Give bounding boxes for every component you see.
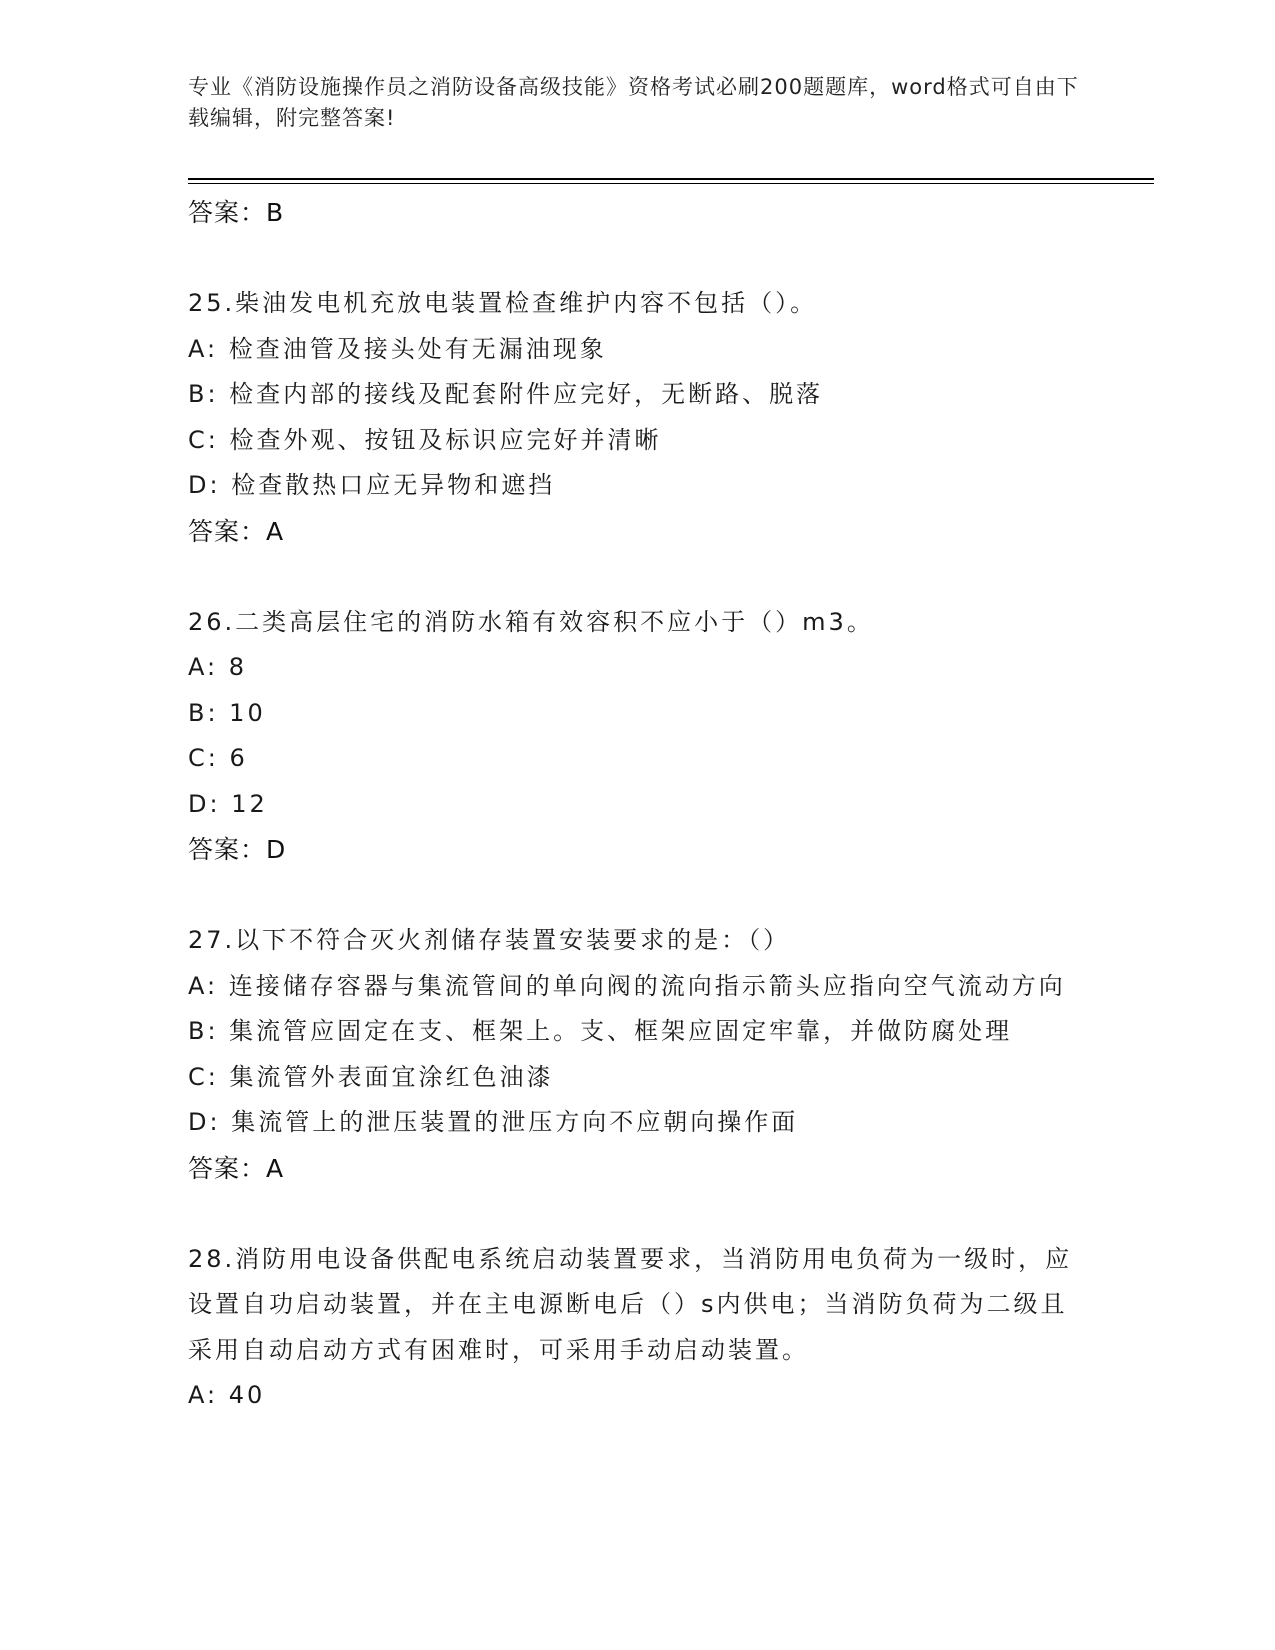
option-d: D: 检查散热口应无异物和遮挡 [188, 471, 556, 499]
option-d: D: 12 [188, 789, 268, 818]
option-a: A: 检查油管及接头处有无漏油现象 [188, 334, 607, 363]
answer: 答案：A [188, 516, 285, 546]
question-27 [188, 918, 1088, 1191]
header-rule-thin [188, 183, 1154, 184]
option-d: D: 集流管上的泄压装置的泄压方向不应朝向操作面 [188, 1108, 799, 1136]
option-a: A: 40 [188, 1381, 266, 1409]
spacer [188, 1191, 1088, 1237]
option-b: B: 10 [188, 698, 266, 727]
question-stem: 25.柴油发电机充放电装置检查维护内容不包括（）。 [188, 289, 818, 317]
header-rule-thick [188, 178, 1154, 180]
option-b: B: 集流管应固定在支、框架上。支、框架应固定牢靠，并做防腐处理 [188, 1017, 1013, 1045]
spacer [188, 873, 1088, 919]
option-c: C: 检查外观、按钮及标识应完好并清晰 [188, 425, 662, 454]
option-a: A: 连接储存容器与集流管间的单向阀的流向指示箭头应指向空气流动方向 [188, 971, 1066, 1000]
option-c: C: 集流管外表面宜涂红色油漆 [188, 1062, 554, 1091]
spacer [188, 554, 1088, 600]
question-26 [188, 600, 1088, 873]
option-a: A: 8 [188, 653, 247, 681]
question-28 [188, 1237, 1088, 1419]
spacer [188, 236, 1088, 282]
previous-answer: 答案：B [188, 198, 285, 227]
option-c: C: 6 [188, 744, 248, 772]
option-b: B: 检查内部的接线及配套附件应完好，无断路、脱落 [188, 380, 824, 408]
answer: 答案：D [188, 835, 287, 864]
question-stem: 28.消防用电设备供配电系统启动装置要求，当消防用电负荷为一级时，应设置自功启动装置，并在主电源断电后（）s内供电；当消防负荷为二级且采用自动启动方式有困难时，可采用手动启动装置。 [188, 1244, 1073, 1364]
question-list [188, 190, 1088, 1419]
document-header: 专业《消防设施操作员之消防设备高级技能》资格考试必刷200题题库，word格式可自由下载编辑，附完整答案! [188, 75, 1079, 130]
question-stem: 26.二类高层住宅的消防水箱有效容积不应小于（）m3。 [188, 607, 874, 636]
answer: 答案：A [188, 1153, 285, 1183]
question-stem: 27.以下不符合灭火剂储存装置安装要求的是：（） [188, 926, 791, 954]
question-25 [188, 281, 1088, 554]
